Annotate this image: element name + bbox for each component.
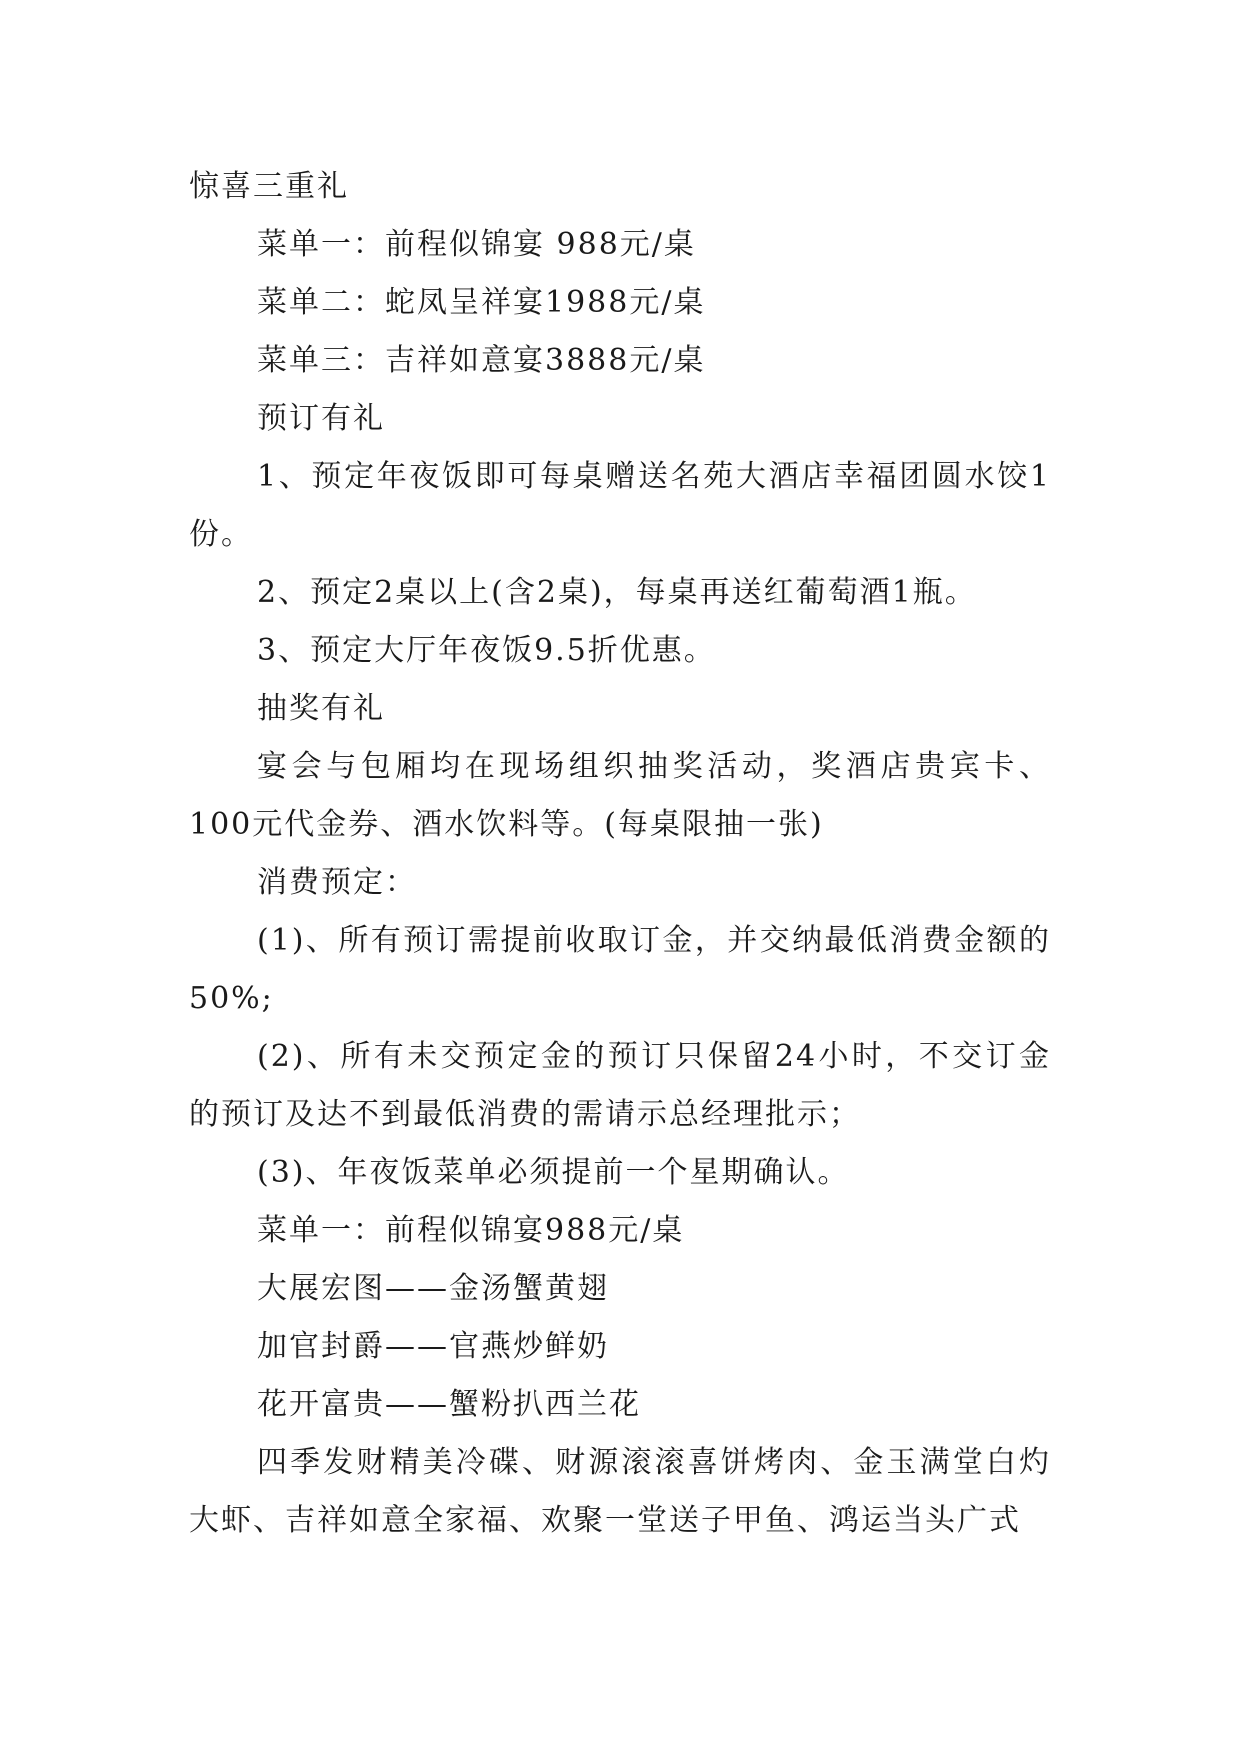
section-heading-three-gifts: 惊喜三重礼 (189, 169, 349, 204)
booking-gift-item-2: 2、预定2桌以上(含2桌)，每桌再送红葡萄酒1瓶。 (257, 575, 977, 610)
section-heading-booking-gift: 预订有礼 (257, 401, 385, 436)
menu-two-price-line: 菜单二：蛇凤呈祥宴1988元/桌 (257, 285, 706, 320)
menu-dish-list: 四季发财精美冷碟、财源滚滚喜饼烤肉、金玉满堂白灼大虾、吉祥如意全家福、欢聚一堂送子甲鱼、鸿运当头广式 (189, 1445, 1051, 1538)
reservation-rule-3: (3)、年夜饭菜单必须提前一个星期确认。 (257, 1155, 850, 1190)
reservation-rule-1: (1)、所有预订需提前收取订金，并交纳最低消费金额的50%; (189, 923, 1051, 1016)
section-heading-reservation: 消费预定： (257, 865, 417, 900)
menu-dish-2: 加官封爵——官燕炒鲜奶 (257, 1329, 609, 1364)
booking-gift-item-3: 3、预定大厅年夜饭9.5折优惠。 (257, 633, 716, 668)
reservation-rule-2: (2)、所有未交预定金的预订只保留24小时，不交订金的预订及达不到最低消费的需请示总经理批示； (189, 1039, 1051, 1132)
menu-dish-1: 大展宏图——金汤蟹黄翅 (257, 1271, 609, 1306)
menu-one-heading: 菜单一：前程似锦宴988元/桌 (257, 1213, 685, 1248)
lottery-description: 宴会与包厢均在现场组织抽奖活动，奖酒店贵宾卡、100元代金券、酒水饮料等。(每桌限抽一张) (189, 749, 1051, 842)
booking-gift-item-1: 1、预定年夜饭即可每桌赠送名苑大酒店幸福团圆水饺1份。 (189, 459, 1051, 552)
menu-dish-3: 花开富贵——蟹粉扒西兰花 (257, 1387, 641, 1422)
section-heading-lottery: 抽奖有礼 (257, 691, 385, 726)
document-body (189, 158, 1051, 1550)
menu-three-price-line: 菜单三：吉祥如意宴3888元/桌 (257, 343, 706, 378)
menu-one-price-line: 菜单一：前程似锦宴 988元/桌 (257, 227, 696, 262)
